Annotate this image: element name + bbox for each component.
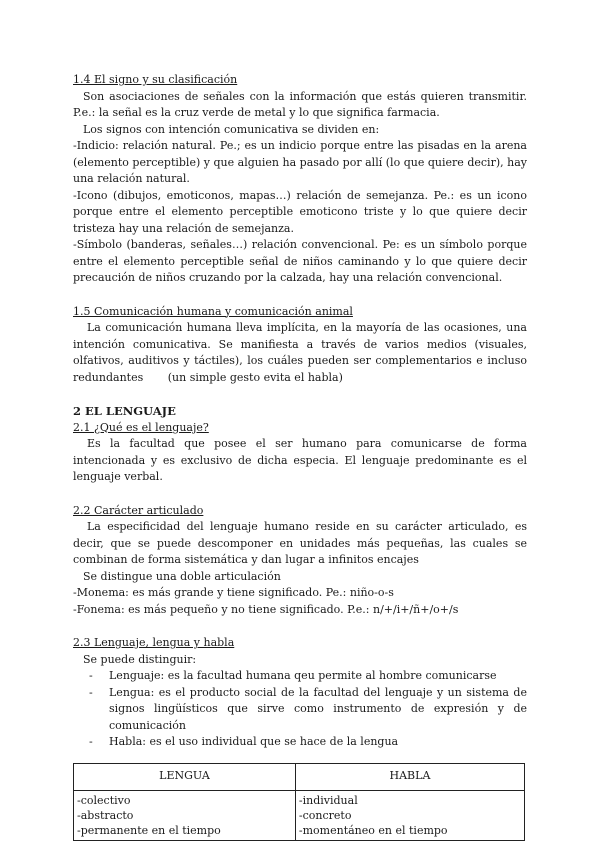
monema-item: -Monema: es más grande y tiene significado. Pe.: niño-o-s [73,586,394,599]
paragraph: Se puede distinguir: [83,652,197,666]
paragraph-part: (un simple gesto evita el habla) [167,370,343,384]
table-cell-line: -abstracto [77,808,134,822]
table-cell-habla [295,790,524,840]
table-cell-line: -concreto [298,808,352,822]
section-heading-2-1: 2.1 ¿Qué es el lenguaje? [73,420,209,434]
definition-list [73,668,527,751]
section-heading-1-5: 1.5 Comunicación humana y comunicación animal [73,304,353,318]
paragraph [73,320,527,386]
table-cell-line: -permanente en el tiempo [77,823,221,837]
list-item: - Habla: es el uso individual que se hace de la lengua [89,734,527,751]
chapter-heading: 2 EL LENGUAJE [73,404,176,418]
paragraph: Se distingue una doble articulación [83,569,281,583]
document-page [73,72,527,841]
simbolo-item: -Símbolo (banderas, señales…) relación convencional. Pe: es un símbolo porque entre el elemento perceptible señal de niños caminando y lo que quiere decir precaución de niños cruzando por la calzada, hay una relación convencional. [73,238,527,284]
paragraph: Los signos con intención comunicativa se dividen en: [83,122,380,136]
table-cell-line: -colectivo [77,793,131,807]
section-heading-1-4: 1.4 El signo y su clasificación [73,73,238,86]
paragraph-part: La comunicación humana lleva implícita, en la mayoría de las ocasiones, una intención comunicativa. Se manifiesta a través de varios medios (visuales, olfativos, auditivos y táctiles), los cuáles pueden ser complementarios e incluso redundantes [73,321,527,384]
fonema-item: -Fonema: es más pequeño y no tiene significado. P.e.: n/+/i+/ñ+/o+/s [73,602,459,616]
paragraph: Es la facultad que posee el ser humano para comunicarse de forma intencionada y es exclusivo de dicha especia. El lenguaje predominante es el lenguaje verbal. [73,437,527,483]
lengua-habla-table [73,763,525,841]
icono-item: -Icono (dibujos, emoticonos, mapas…) relación de semejanza. Pe.: es un icono porque entre el elemento perceptible emoticono triste y lo que quiere decir tristeza hay una relación de semejanza. [73,188,527,235]
section-heading-2-2: 2.2 Carácter articulado [73,503,204,517]
table-cell-line: -individual [298,793,358,807]
section-heading-2-3: 2.3 Lenguaje, lengua y habla [73,636,235,649]
table-header-lengua: LENGUA [74,763,296,790]
table-cell-lengua [74,790,296,840]
paragraph: Son asociaciones de señales con la información que estás quieren transmitir. P.e.: la señal es la cruz verde de metal y lo que significa farmacia. [73,89,527,119]
list-item: - Lengua: es el producto social de la facultad del lenguaje y un sistema de signos lingüísticos que sirve como instrumento de expresión y de comunicación [89,685,527,735]
table-cell-line: -momentáneo en el tiempo [298,823,448,837]
list-item: - Lenguaje: es la facultad humana qeu permite al hombre comunicarse [89,668,527,685]
table-header-habla: HABLA [295,763,524,790]
paragraph: La especificidad del lenguaje humano reside en su carácter articulado, es decir, que se puede descomponer en unidades más pequeñas, las cuales se combinan de forma sistemática y dan lugar a infinitos encajes [73,520,527,566]
indicio-item: -Indicio: relación natural. Pe.; es un indicio porque entre las pisadas en la arena (elemento perceptible) y que alguien ha pasado por allí (lo que quiere decir), hay una relación natural. [73,139,527,185]
